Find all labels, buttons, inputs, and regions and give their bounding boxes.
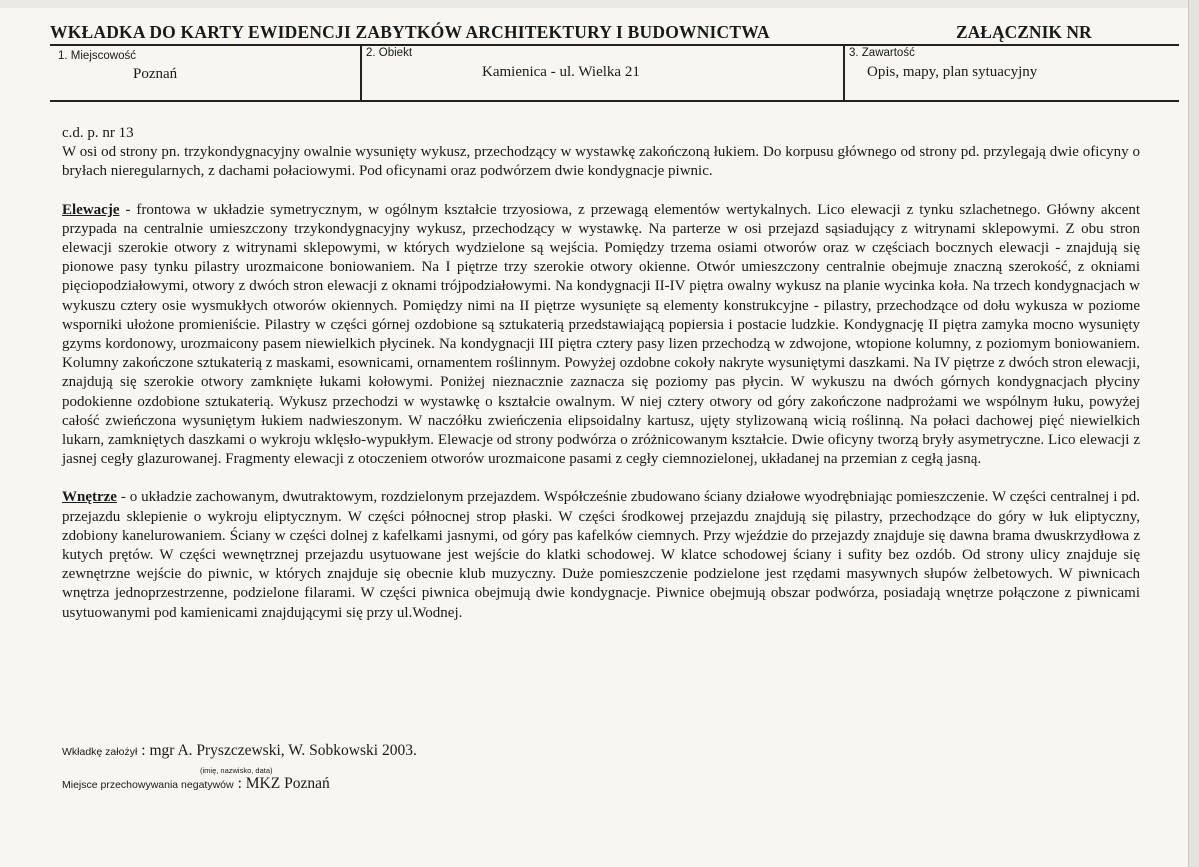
header-rule: [50, 44, 1179, 46]
storage-value: : MKZ Poznań: [237, 775, 330, 792]
description-body: [62, 124, 1140, 623]
fields-divider-1: [360, 45, 362, 101]
author-hint: (imię, nazwisko, data): [200, 766, 273, 775]
interior-heading: Wnętrze: [62, 489, 117, 506]
location-label: 1. Miejscowość: [58, 50, 136, 62]
document-title: WKŁADKA DO KARTY EWIDENCJI ZABYTKÓW ARCHITEKTURY I BUDOWNICTWA: [50, 22, 770, 42]
interior-text: - o układzie zachowanym, dwutraktowym, rozdzielonym przejazdem. Współcześnie zbudowano ściany działowe wyodrębniając pomieszczenie. W części centralnej i pd. przejazdu sklepienie o wykroju eliptycznym. W części północnej strop płaski. W części środkowej przejazdu znajdują się pilastry, przechodzące do góry w łuk eliptyczny, zdobiony kanelurowaniem. Ściany w części dolnej z kafelkami jasnymi, od góry pas kafelków ciemnych. Przy wjeździe do przejazdy znajduje się dawna brama dwuskrzydłowa z kutych prętów. W części wewnętrznej przejazdu usytuowane jest wejście do klatki schodowej. W klatce schodowej ściany i sufity bez ozdób. Od strony ulicy znajduje się zewnętrzne wejście do piwnic, w których znajduje się obecnie klub muzyczny. Duże pomieszczenie podzielone jest rzędami masywnych słupów żelbetowych. W piwnicach wnętrza jednoprzestrzenne, podzielone filarami. W części piwnica obejmują dwie kondygnacje. Piwnice obejmują obszar podwórza, posiadają wnętrze połączone z piwnicami usytuowanymi pod kamienicami znajdującymi się przy ul.Wodnej.: [62, 489, 1140, 621]
author-value: : mgr A. Pryszczewski, W. Sobkowski 2003.: [141, 742, 417, 759]
storage-label: Miejsce przechowywania negatywów: [62, 779, 234, 791]
interior-paragraph: [62, 488, 1140, 622]
paragraph-gap: [62, 469, 1140, 488]
intro-paragraph: W osi od strony pn. trzykondygnacyjny owalnie wysunięty wykusz, przechodzący w wystawkę zakończoną łukiem. Do korpusu głównego od strony pd. przylegają dwie oficyny o bryłach nieregularnych, z dachami połaciowymi. Pod oficynami oraz podwórzem dwie kondygnacje piwnic.: [62, 144, 1140, 180]
contents-value: Opis, mapy, plan sytuacyjny: [867, 64, 1038, 80]
author-line: [62, 742, 417, 760]
fields-divider-2: [843, 45, 845, 101]
continuation-note: c.d. p. nr 13: [62, 125, 134, 141]
elevations-paragraph: [62, 201, 1140, 470]
location-value: Poznań: [133, 66, 178, 82]
paragraph-gap: [62, 182, 1140, 201]
fields-bottom-rule: [50, 100, 1179, 102]
object-label: 2. Obiekt: [366, 47, 413, 59]
storage-line: [62, 775, 330, 793]
attachment-number-label: ZAŁĄCZNIK NR: [956, 22, 1092, 42]
elevations-text: - frontowa w układzie symetrycznym, w ogólnym kształcie trzyosiowa, z przewagą elementów wertykalnych. Lico elewacji z tynku szlachetnego. Główny akcent przypada na centralnie umieszczony trzykondygnacyjny wykusz, przechodzący w wystawkę. Na parterze w osi przejazd sąsiadujący z witrynami sklepowymi. Z obu stron elewacji szerokie otwory z witrynami sklepowymi, w których wydzielone są wejścia. Pomiędzy trzema osiami otworów oraz w częściach bocznych elewacji - znajdują się pionowe pasy tynku pilastry urozmaicone boniowaniem. Na I piętrze trzy szerokie otwory okienne. Otwór umieszczony centralnie obejmuje znaczną szerokość, z okniami pięciopodziałowymi, otwory z dwóch stron elewacji z oknami trójpodziałowymi. Na kondygnacji II-IV piętra owalny wykusz na planie wycinka koła. Na trzech kondygnacjach w wykuszu cztery osie wysmukłych otworów okiennych. Pomiędzy nimi na II piętrze wysunięte są elementy konstrukcyjne - pilastry, przechodzące od dołu wykusza w poziome wsporniki ułożone promieniście. Pilastry w części górnej ozdobione są sztukaterią przedstawiającą popiersia i postacie ludzkie. Kondygnację II piętra zamyka mocno wysunięty gzyms kordonowy, urozmaicony pasem niewielkich płycinek. Na kondygnacji III piętra cztery pasy lizen przechodzą w zdwojone, wtopione kolumny, z poziomym boniowaniem. Kolumny zakończone sztukaterią z maskami, esownicami, ornamentem roślinnym. Powyżej ozdobne cokoły nakryte wysuniętymi daszkami. Na IV piętrze z dwóch stron elewacji, znajdują się szerokie otwory zamknięte łukami kołowymi. Poniżej nieznacznie zaznacza się poziomy pas płycin. W wykuszu na dwóch górnych kondygnacjach płyciny podokienne ozdobione sztukaterią. Wykusz przechodzi w wystawkę o kształcie owalnym. W niej cztery otwory od góry zakończone nadprożami we wspólnym łuku, powyżej całość zwieńczona wysuniętym łukiem nadwieszonym. W naczółku zwieńczenia elipsoidalny kartusz, ujęty stylizowaną wicią roślinną. Na połaci dachowej pięć niewielkich lukarn, zamkniętych daszkami o wykroju wklęsło-wypukłym. Elewacje od strony podwórza o zróżnicowanym kształcie. Dwie oficyny tworzą bryły asymetryczne. Lico elewacji z jasnej cegły glazurowanej. Fragmenty elewacji z otoczeniem otworów urozmaicone pasami z cegły ciemnozielonej, układanej na przemian z cegłą jasną.: [62, 201, 1140, 468]
author-label: Wkładkę założył: [62, 746, 138, 758]
contents-label: 3. Zawartość: [849, 47, 915, 59]
elevations-heading: Elewacje: [62, 201, 120, 218]
object-value: Kamienica - ul. Wielka 21: [482, 64, 640, 80]
